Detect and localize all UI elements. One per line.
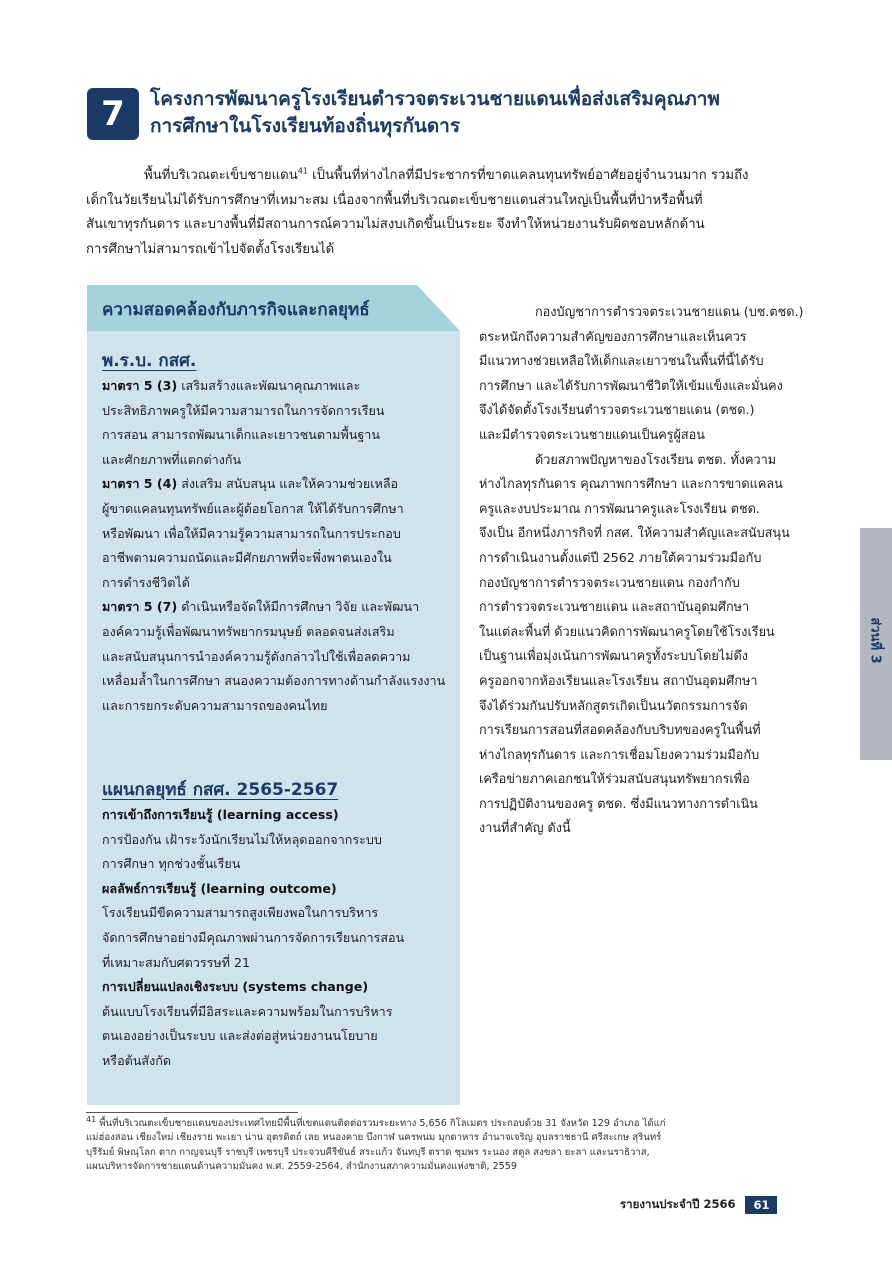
outcome-line-3: ที่เหมาะสมกับศตวรรษที่ 21 <box>102 954 251 970</box>
plan-sections <box>102 803 448 1074</box>
m3-line-4: และศักยภาพที่แตกต่างกัน <box>102 451 242 467</box>
title-line-1: โครงการพัฒนาครูโรงเรียนตำรวจตระเวนชายแดนเพื่อส่งเสริมคุณภาพ <box>150 88 720 110</box>
outcome-heading-text: ผลลัพธ์การเรียนรู้ (learning outcome) <box>102 880 337 896</box>
law-sections <box>102 374 448 718</box>
intro-line-2: เด็กในวัยเรียนไม่ได้รับการศึกษาที่เหมาะสม เนื่องจากพื้นที่บริเวณตะเข็บชายแดนส่วนใหญ่เป็นพื้นที่ป่าหรือพื้นที่ <box>86 192 703 208</box>
right-p2-line-2: ห่างไกลทุรกันดาร คุณภาพการศึกษา และการขาดแคลน <box>479 476 783 492</box>
m4-text-1: ส่งเสริม สนับสนุน และให้ความช่วยเหลือ <box>177 476 399 492</box>
intro-line-1 <box>86 164 808 189</box>
access-heading <box>102 803 448 828</box>
systems-line-2: ตนเองอย่างเป็นระบบ และส่งต่อสู่หน่วยงานนโยบาย <box>102 1028 378 1044</box>
outcome-line-1: โรงเรียนมีขีดความสามารถสูงเพียงพอในการบริหาร <box>102 905 379 921</box>
m3-line-2: ประสิทธิภาพครูให้มีความสามารถในการจัดการเรียน <box>102 402 385 418</box>
access-line-2: การศึกษา ทุกช่วงชั้นเรียน <box>102 856 241 872</box>
m7-line-4: เหลื่อมล้ำในการศึกษา สนองความต้องการทางด้านกำลังแรงงาน <box>102 673 446 689</box>
section-number: 7 <box>101 94 125 134</box>
footnote <box>86 1114 808 1175</box>
access-heading-text: การเข้าถึงการเรียนรู้ (learning access) <box>102 807 339 822</box>
law-title: พ.ร.บ. กสศ. <box>102 351 197 371</box>
footnote-ref: 41 <box>297 166 308 176</box>
title-line-2: การศึกษาในโรงเรียนท้องถิ่นทุรกันดาร <box>150 115 461 137</box>
m4-label: มาตรา 5 (4) <box>102 476 178 492</box>
m4-line-1 <box>102 472 448 497</box>
right-p2-line-10: ครูออกจากห้องเรียนและโรงเรียน สถาบันอุดมศึกษา <box>479 672 758 688</box>
outcome-heading <box>102 877 448 902</box>
right-p2-line-6: กองบัญชาการตำรวจตระเวนชายแดน กองกำกับ <box>479 574 740 590</box>
right-p2-line-1: ด้วยสภาพปัญหาของโรงเรียน ตชด. ทั้งความ <box>535 451 777 467</box>
systems-line-3: หรือต้นสังกัด <box>102 1052 172 1068</box>
right-p1-line-4: การศึกษา และได้รับการพัฒนาชีวิตให้เข้มแข็งและมั่นคง <box>479 377 783 393</box>
intro-paragraph <box>86 164 808 262</box>
section-number-badge <box>87 88 139 140</box>
m7-text-1: ดำเนินหรือจัดให้มีการศึกษา วิจัย และพัฒนา <box>177 599 420 615</box>
right-p2-line-11: จึงได้ร่วมกันปรับหลักสูตรเกิดเป็นนวัตกรรมการจัด <box>479 697 748 713</box>
m3-line-1 <box>102 374 448 399</box>
intro-line-4: การศึกษาไม่สามารถเข้าไปจัดตั้งโรงเรียนได้ <box>86 241 335 257</box>
right-p2-line-15: การปฏิบัติงานของครู ตชด. ซึ่งมีแนวทางการดำเนิน <box>479 795 758 811</box>
footnote-divider <box>86 1112 298 1113</box>
footnote-line-3: บุรีรัมย์ พิษณุโลก ตาก กาญจนบุรี ราชบุรี เพชรบุรี ประจวบคีรีขันธ์ สระแก้ว จันทบุรี ตราด ชุมพร ระนอง สตูล สงขลา ยะลา และนราธิวาส, <box>86 1146 650 1158</box>
right-p1-line-5: จึงได้จัดตั้งโรงเรียนตำรวจตระเวนชายแดน (ตชด.) <box>479 402 755 418</box>
right-column-text <box>479 300 809 841</box>
right-p2-line-4: จึงเป็น อีกหนึ่งภารกิจที่ กสศ. ให้ความสำคัญและสนับสนุน <box>479 525 790 541</box>
outcome-line-2: จัดการศึกษาอย่างมีคุณภาพผ่านการจัดการเรียนการสอน <box>102 929 405 945</box>
access-line-1: การป้องกัน เฝ้าระวังนักเรียนไม่ให้หลุดออกจากระบบ <box>102 831 382 847</box>
m3-text-1: เสริมสร้างและพัฒนาคุณภาพและ <box>177 378 361 393</box>
page-footer <box>620 1196 777 1214</box>
intro-line-3: สันเขาทุรกันดาร และบางพื้นที่มีสถานการณ์ความไม่สงบเกิดขึ้นเป็นระยะ จึงทำให้หน่วยงานรับผิดชอบหลักด้าน <box>86 217 705 232</box>
section-title <box>150 86 790 140</box>
footnote-line-1 <box>86 1114 808 1131</box>
intro-line-1b: เป็นพื้นที่ห่างไกลที่มีประชากรที่ขาดแคลนทุนทรัพย์อาศัยอยู่จำนวนมาก รวมถึง <box>307 168 749 183</box>
right-p2-line-16: งานที่สำคัญ ดังนี้ <box>479 820 571 836</box>
right-p1-line-1: กองบัญชาการตำรวจตระเวนชายแดน (บช.ตชด.) <box>535 304 804 319</box>
right-p2-line-8: ในแต่ละพื้นที่ ด้วยแนวคิดการพัฒนาครูโดยใช้โรงเรียน <box>479 623 775 639</box>
report-label: รายงานประจำปี 2566 <box>620 1197 736 1211</box>
right-p1-line-2: ตระหนักถึงความสำคัญของการศึกษาและเห็นควร <box>479 328 747 344</box>
m7-line-5: และการยกระดับความสามารถของคนไทย <box>102 697 328 713</box>
m7-line-1 <box>102 595 448 620</box>
right-p2-line-13: ห่างไกลทุรกันดาร และการเชื่อมโยงความร่วมมือกับ <box>479 746 760 762</box>
right-p2-line-14: เครือข่ายภาคเอกชนให้ร่วมสนับสนุนทรัพยากรเพื่อ <box>479 771 750 787</box>
m3-label: มาตรา 5 (3) <box>102 378 178 393</box>
right-p2-line-9: เป็นฐานเพื่อมุ่งเน้นการพัฒนาครูทั้งระบบโดยไม่ดึง <box>479 648 748 664</box>
right-p2-line-12: การเรียนการสอนที่สอดคล้องกับบริบทของครูในพื้นที่ <box>479 722 761 738</box>
m7-label: มาตรา 5 (7) <box>102 599 178 615</box>
footnote-line-4: แผนบริหารจัดการชายแดนด้านความมั่นคง พ.ศ. 2559-2564, สำนักงานสภาความมั่นคงแห่งชาติ, 2559 <box>86 1161 517 1173</box>
systems-line-1: ต้นแบบโรงเรียนที่มีอิสระและความพร้อมในการบริหาร <box>102 1003 393 1019</box>
m3-line-3: การสอน สามารถพัฒนาเด็กและเยาวชนตามพื้นฐาน <box>102 427 380 443</box>
right-p2-line-7: การตำรวจตระเวนชายแดน และสถาบันอุดมศึกษา <box>479 599 750 615</box>
footnote-text-1: พื้นที่บริเวณตะเข็บชายแดนของประเทศไทยมีพื้นที่เขตแดนติดต่อรวมระยะทาง 5,656 กิโลเมตร ประกอบด้วย 31 จังหวัด 129 อำเภอ ได้แก่ <box>96 1118 666 1129</box>
part-side-tab-label: ส่วนที่ 3 <box>867 617 883 664</box>
right-p2-line-5: การดำเนินงานตั้งแต่ปี 2562 ภายใต้ความร่วมมือกับ <box>479 549 762 565</box>
m7-line-3: และสนับสนุนการนำองค์ความรู้ดังกล่าวไปใช้เพื่อลดความ <box>102 648 411 664</box>
alignment-box-title: ความสอดคล้องกับภารกิจและกลยุทธ์ <box>102 300 370 320</box>
page-number: 61 <box>745 1196 777 1214</box>
right-p2-line-3: ครูและงบประมาณ การพัฒนาครูและโรงเรียน ตชด. <box>479 500 760 516</box>
footnote-number: 41 <box>86 1114 97 1124</box>
m4-line-5: การดำรงชีวิตได้ <box>102 574 190 590</box>
m4-line-2: ผู้ขาดแคลนทุนทรัพย์และผู้ด้อยโอกาส ให้ได้รับการศึกษา <box>102 500 404 516</box>
plan-title: แผนกลยุทธ์ กสศ. 2565-2567 <box>102 780 339 800</box>
systems-heading-text: การเปลี่ยนแปลงเชิงระบบ (systems change) <box>102 979 369 995</box>
intro-line-1a: พื้นที่บริเวณตะเข็บชายแดน <box>144 168 298 183</box>
right-p1-line-3: มีแนวทางช่วยเหลือให้เด็กและเยาวชนในพื้นที่นี้ได้รับ <box>479 353 764 369</box>
systems-heading <box>102 975 448 1000</box>
footnote-line-2: แม่ฮ่องสอน เชียงใหม่ เชียงราย พะเยา น่าน อุตรดิตถ์ เลย หนองคาย บึงกาฬ นครพนม มุกดาหาร อำนาจเจริญ อุบลราชธานี ศรีสะเกษ สุรินทร์ <box>86 1132 662 1144</box>
m7-line-2: องค์ความรู้เพื่อพัฒนาทรัพยากรมนุษย์ ตลอดจนส่งเสริม <box>102 623 395 639</box>
right-p1-line-6: และมีตำรวจตระเวนชายแดนเป็นครูผู้สอน <box>479 426 705 442</box>
m4-line-3: หรือพัฒนา เพื่อให้มีความรู้ความสามารถในการประกอบ <box>102 525 401 541</box>
m4-line-4: อาชีพตามความถนัดและมีศักยภาพที่จะพึ่งพาตนเองใน <box>102 550 392 566</box>
